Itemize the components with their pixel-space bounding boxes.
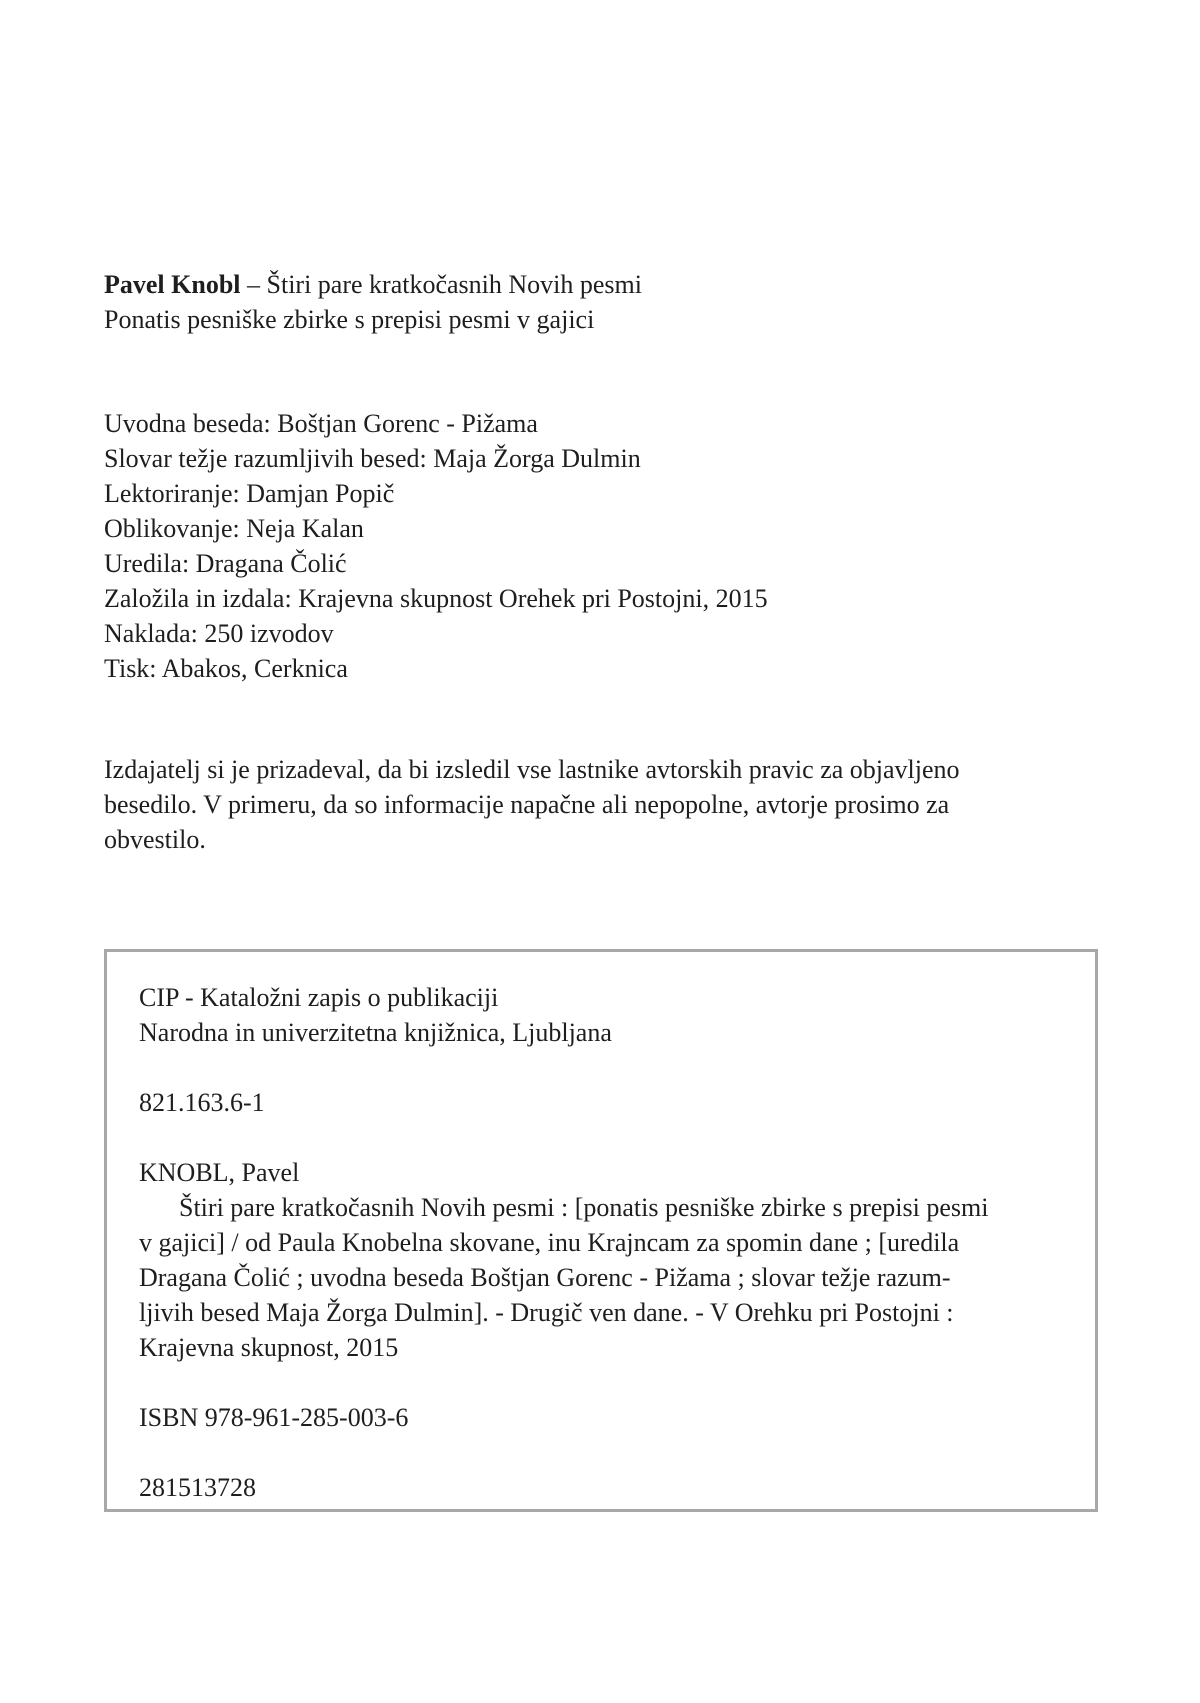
cip-author-heading: KNOBL, Pavel xyxy=(139,1158,300,1187)
cip-description-line: v gajici] / od Paula Knobelna skovane, inu Krajncam za spomin dane ; [uredila xyxy=(139,1228,960,1257)
notice-line: besedilo. V primeru, da so informacije napačne ali nepopolne, avtorje prosimo za xyxy=(104,790,950,819)
title-line xyxy=(104,267,642,302)
title-block xyxy=(104,267,642,337)
cip-header-line: CIP - Kataložni zapis o publikaciji xyxy=(139,983,499,1012)
cip-description-line: Štiri pare kratkočasnih Novih pesmi : [ponatis pesniške zbirke s prepisi pesmi xyxy=(179,1193,989,1222)
credit-print-run: Naklada: 250 izvodov xyxy=(104,619,334,648)
cip-description-line: Krajevna skupnost, 2015 xyxy=(139,1333,399,1362)
cip-library-line: Narodna in univerzitetna knjižnica, Ljubljana xyxy=(139,1018,612,1047)
cip-isbn: ISBN 978-961-285-003-6 xyxy=(139,1403,409,1432)
author-name: Pavel Knobl xyxy=(104,270,241,299)
credit-editor: Uredila: Dragana Čolić xyxy=(104,549,347,578)
credit-glossary: Slovar težje razumljivih besed: Maja Žorga Dulmin xyxy=(104,444,641,473)
title-separator: – xyxy=(240,270,267,299)
cip-cobiss-id: 281513728 xyxy=(139,1473,256,1502)
credit-design: Oblikovanje: Neja Kalan xyxy=(104,514,364,543)
copyright-notice xyxy=(104,752,1064,857)
notice-line: Izdajatelj si je prizadeval, da bi izsledil vse lastnike avtorskih pravic za objavljeno xyxy=(104,755,960,784)
cip-description-line: Dragana Čolić ; uvodna beseda Boštjan Gorenc - Pižama ; slovar težje razum- xyxy=(139,1263,951,1292)
cip-description-line: ljivih besed Maja Žorga Dulmin]. - Drugič ven dane. - V Orehku pri Postojni : xyxy=(139,1298,954,1327)
book-title: Štiri pare kratkočasnih Novih pesmi xyxy=(266,270,642,299)
book-subtitle: Ponatis pesniške zbirke s prepisi pesmi v gajici xyxy=(104,305,595,334)
credit-foreword: Uvodna beseda: Boštjan Gorenc - Pižama xyxy=(104,409,538,438)
cip-record xyxy=(139,980,988,1505)
credit-proofreading: Lektoriranje: Damjan Popič xyxy=(104,479,395,508)
spacer xyxy=(139,1365,988,1400)
notice-line: obvestilo. xyxy=(104,825,206,854)
credits-list xyxy=(104,406,768,686)
spacer xyxy=(139,1435,988,1470)
credit-printer: Tisk: Abakos, Cerknica xyxy=(104,654,348,683)
spacer xyxy=(139,1050,988,1085)
cip-record-box xyxy=(104,949,1098,1512)
cip-udc: 821.163.6-1 xyxy=(139,1088,265,1117)
spacer xyxy=(139,1120,988,1155)
credit-publisher: Založila in izdala: Krajevna skupnost Orehek pri Postojni, 2015 xyxy=(104,584,768,613)
